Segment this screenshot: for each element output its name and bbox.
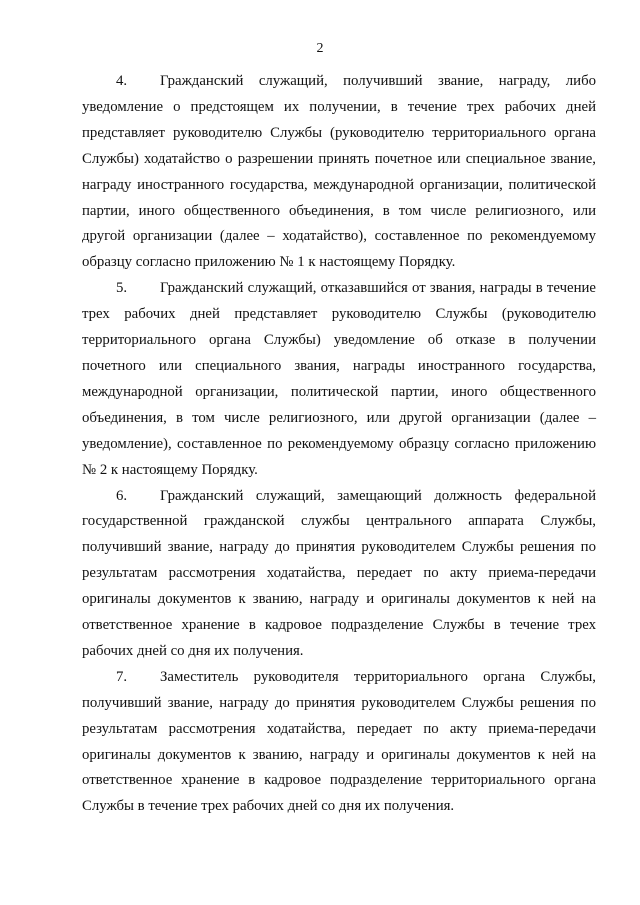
paragraph-6 [82,484,596,665]
page-number: 2 [316,41,324,56]
paragraph-number: 6. [116,487,128,504]
paragraph-4 [82,69,596,276]
paragraph-number: 4. [116,73,128,89]
paragraph-text: Заместитель руководителя территориального органа Службы, получивший звание, награду до принятия руководителем Службы решения по результатам рассмотрения ходатайства, передает по акту приема-передачи оригиналы документов к званию, награду и оригиналы документов к ней на ответственное хранение в кадровое подразделение территориального органа Службы в течение трех рабочих дней со дня их получения. [82,668,596,815]
paragraph-number: 7. [116,668,128,685]
paragraph-text: Гражданский служащий, получивший звание, награду, либо уведомление о предстоящем их получении, в течение трех рабочих дней представляет руководителю Службы (руководителю территориального органа Службы) ходатайство о разрешении принять почетное или специальное звание, награду иностранного государства, международной организации, политической партии, иного общественного объединения, в том числе религиозного, или другой организации (далее – ходатайство), составленное по рекомендуемому образцу согласно приложению № 1 к настоящему Порядку. [82,73,596,271]
paragraph-number: 5. [116,280,128,297]
paragraph-7 [82,665,596,820]
paragraph-5 [82,276,596,483]
paragraph-text: Гражданский служащий, замещающий должность федеральной государственной гражданской службы центрального аппарата Службы, получивший звание, награду до принятия руководителем Службы решения по результатам рассмотрения ходатайства, передает по акту приема-передачи оригиналы документов к званию, награду и оригиналы документов к ней на ответственное хранение в кадровое подразделение Службы в течение трех рабочих дней со дня их получения. [82,487,596,659]
paragraph-text: Гражданский служащий, отказавшийся от звания, награды в течение трех рабочих дней представляет руководителю Службы (руководителю территориального органа Службы) уведомление об отказе в получении почетного или специального звания, награды иностранного государства, международной организации, политической партии, иного общественного объединения, в том числе религиозного, или другой организации (далее – уведомление), составленное по рекомендуемому образцу согласно приложению № 2 к настоящему Порядку. [82,280,596,478]
document-body [82,69,596,820]
